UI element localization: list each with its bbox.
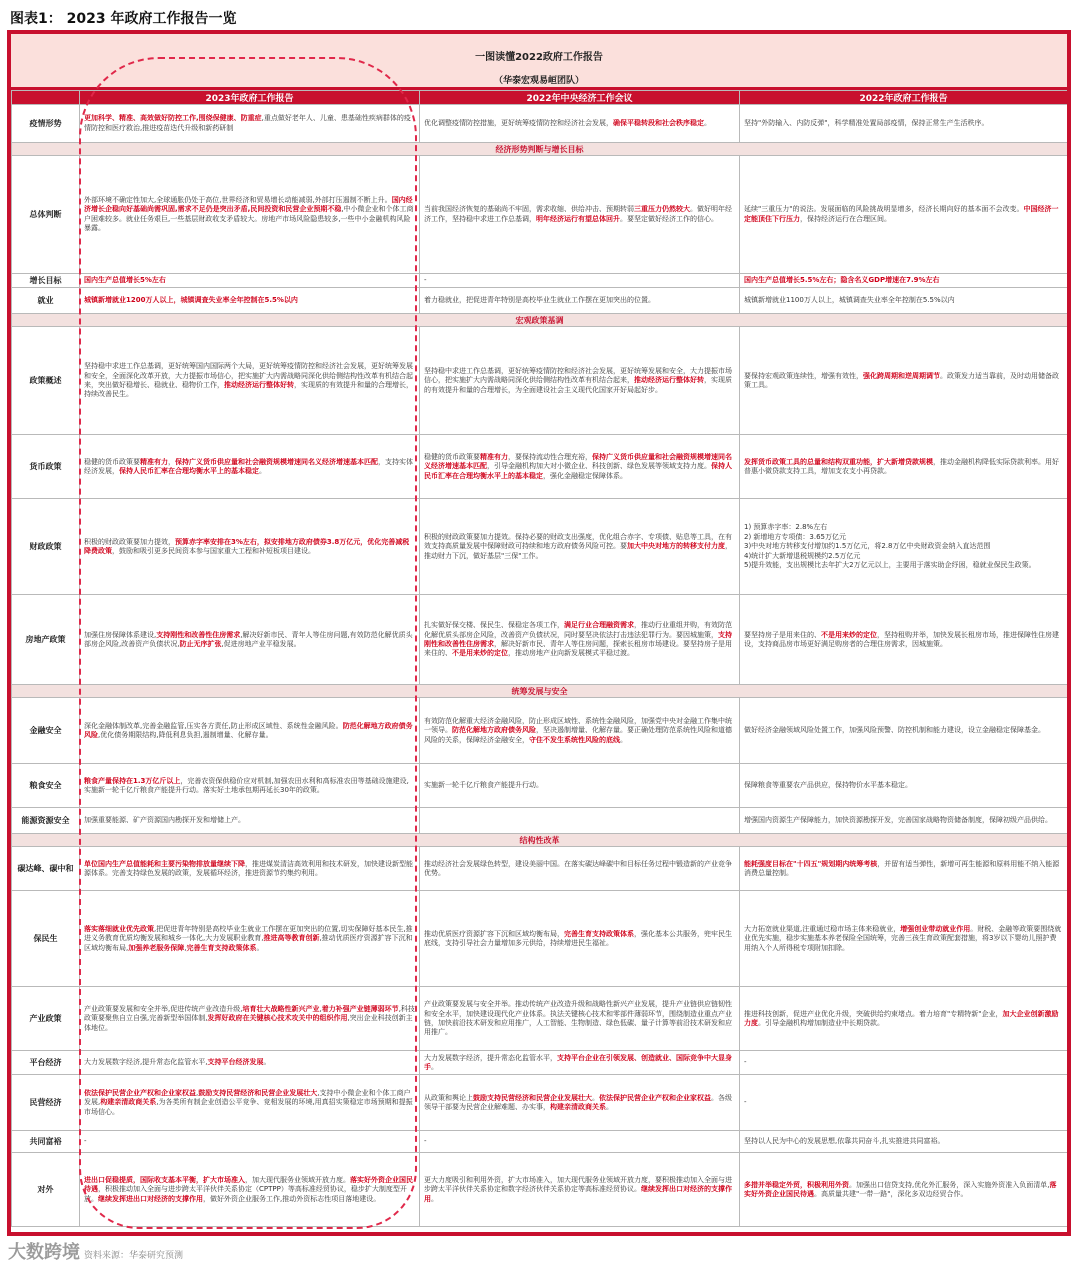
cell-c1: 外部环境不确定性加大,全球通胀仍处于高位,世界经济和贸易增长动能减弱,外部打压遏制不断上升。国内经济增长企稳向好基础尚需巩固,需求不足仍是突出矛盾,民间投资和民营企业预期不稳,中小微企业和个体工商户困难较多。就业任务艰巨,一些基层财政收支矛盾较大。房地产市场风险隐患较多,一些中小金融机构风险暴露。 — [80, 156, 420, 274]
cell-c1: 单位国内生产总值能耗和主要污染物排放量继续下降，推进煤炭清洁高效利用和技术研发，加快建设新型能源体系。完善支持绿色发展的政策，发展循环经济，推进资源节约集约利用。 — [80, 847, 420, 891]
banner-team: （华泰宏观易峘团队） — [493, 76, 584, 86]
cell-c3: 大力拓宽就业渠道,注重通过稳市场主体来稳就业，增强创业带动就业作用。财税、金融等政策要围绕就业优先实施，稳步实施基本养老保险全国统筹，完善三孩生育政策配套措施，将3岁以下婴幼儿照护费用纳入个人所得税专项附加扣除。 — [740, 891, 1068, 987]
row-label: 碳达峰、碳中和 — [12, 847, 80, 891]
cell-c3: - — [740, 1051, 1068, 1075]
table-body — [12, 105, 1068, 1227]
row-label: 货币政策 — [12, 435, 80, 499]
cell-c3: 国内生产总值增长5.5%左右；隐含名义GDP增速在7.9%左右 — [740, 274, 1068, 288]
cell-c2: 推动经济社会发展绿色转型，建设美丽中国。在落实碳达峰碳中和目标任务过程中锻造新的产业竞争优势。 — [420, 847, 740, 891]
cell-c1: 粮食产量保持在1.3万亿斤以上，完善农资保供稳价应对机制,加强农田水利和高标准农田等基础设施建设,实施新一轮千亿斤粮食产能提升行动。落实好土地承包期再延长30年的政策。 — [80, 764, 420, 808]
row-label: 总体判断 — [12, 156, 80, 274]
cell-c3: 推进科技创新，促进产业优化升级，突破供给约束堵点。着力培育"专精特新"企业，加大企业创新激励力度。引导金融机构增加制造业中长期贷款。 — [740, 987, 1068, 1051]
cell-c3: 增强国内资源生产保障能力，加快资源勘探开发，完善国家战略物资储备制度，保障初级产品供给。 — [740, 808, 1068, 834]
table-row — [12, 891, 1068, 987]
header-2022-report: 2022年政府工作报告 — [740, 91, 1068, 105]
banner — [11, 34, 1067, 90]
table-row — [12, 105, 1068, 143]
cell-c3: 多措并举稳定外贸，积极利用外资。加强出口信贷支持,优化外汇服务，深入实施外资准入负面清单,落实好外资企业国民待遇。高质量共建"一带一路"，深化多双边经贸合作。 — [740, 1153, 1068, 1227]
row-label: 疫情形势 — [12, 105, 80, 143]
cell-c1: 积极的财政政策要加力提效，预算赤字率安排在3%左右，拟安排地方政府债券3.8万亿元，优化完善减税降费政策，鼓励和吸引更多民间资本参与国家重大工程和补短板项目建设。 — [80, 499, 420, 595]
table-row — [12, 288, 1068, 314]
table-row — [12, 987, 1068, 1051]
cell-c2: 着力稳就业，把促进青年特别是高校毕业生就业工作摆在更加突出的位置。 — [420, 288, 740, 314]
report-frame — [7, 30, 1071, 1236]
row-label: 金融安全 — [12, 698, 80, 764]
table-row — [12, 847, 1068, 891]
cell-c2: 从政策和舆论上鼓励支持民营经济和民营企业发展壮大。依法保护民营企业产权和企业家权益。各级领导干部要为民营企业解难题、办实事，构建亲清政商关系。 — [420, 1075, 740, 1131]
row-label: 产业政策 — [12, 987, 80, 1051]
row-label: 就业 — [12, 288, 80, 314]
cell-c1: 进出口促稳提质，国际收支基本平衡，扩大市场准入，加大现代服务业领域开放力度。落实好外资企业国民待遇，积极推动加入全面与进步跨太平洋伙伴关系协定（CPTPP）等高标准经贸协议，稳步扩大制度型开放。继续发挥进出口对经济的支撑作用，做好外资企业服务工作,推动外资标志性项目落地建设。 — [80, 1153, 420, 1227]
watermark-source: 资料来源：华泰研究预测 — [84, 1251, 184, 1261]
watermark-brand: 大数跨境 — [8, 1242, 80, 1263]
section-row — [12, 685, 1068, 698]
section-title: 结构性改革 — [12, 834, 1068, 847]
figure-title: 图表1： 2023 年政府工作报告一览 — [10, 11, 237, 27]
row-label: 能源资源安全 — [12, 808, 80, 834]
table-row — [12, 808, 1068, 834]
table-row — [12, 327, 1068, 435]
cell-c1: 依法保护民营企业产权和企业家权益,鼓励支持民营经济和民营企业发展壮大,支持中小微企业和个体工商户发展,构建亲清政商关系,为各类所有制企业创造公平竞争、竞相发展的环境,用真招实策稳定市场预期和提振市场信心。 — [80, 1075, 420, 1131]
cell-c3: 保障粮食等重要农产品供应，保持物价水平基本稳定。 — [740, 764, 1068, 808]
table-row — [12, 156, 1068, 274]
table-row — [12, 1075, 1068, 1131]
cell-c3: 延续"三重压力"的说法。发展面临的风险挑战明显增多，经济长期向好的基本面不会改变。中国经济一定能顶住下行压力，保持经济运行在合理区间。 — [740, 156, 1068, 274]
table-row — [12, 698, 1068, 764]
cell-c3: 城镇新增就业1100万人以上，城镇调查失业率全年控制在5.5%以内 — [740, 288, 1068, 314]
row-label: 粮食安全 — [12, 764, 80, 808]
cell-c2: 更大力度吸引和利用外资，扩大市场准入，加大现代服务业领域开放力度，要积极推动加入全面与进步跨太平洋伙伴关系协定和数字经济伙伴关系协定等高标准经贸协议。继续发挥出口对经济的支撑作用。 — [420, 1153, 740, 1227]
row-label: 共同富裕 — [12, 1131, 80, 1153]
cell-c2: 稳健的货币政策要精准有力，要保持流动性合理充裕，保持广义货币供应量和社会融资规模增速同名义经济增速基本匹配，引导金融机构加大对小微企业、科技创新、绿色发展等领域支持力度。保持人民币汇率在合理均衡水平上的基本稳定，强化金融稳定保障体系。 — [420, 435, 740, 499]
row-label: 对外 — [12, 1153, 80, 1227]
comparison-table — [11, 90, 1068, 1227]
cell-c2 — [420, 808, 740, 834]
cell-c3: 要保持宏观政策连续性，增强有效性，强化跨周期和逆周期调节。政策发力适当靠前，及时动用储备政策工具。 — [740, 327, 1068, 435]
cell-c2: 当前我国经济恢复的基础尚不牢固，需求收缩、供给冲击、预期转弱三重压力仍然较大。做好明年经济工作，坚持稳中求进工作总基调，明年经济运行有望总体回升。要坚定做好经济工作的信心。 — [420, 156, 740, 274]
cell-c3: 坚持以人民为中心的发展思想,依靠共同奋斗,扎实推进共同富裕。 — [740, 1131, 1068, 1153]
watermark — [8, 1238, 183, 1264]
cell-c3: 要坚持房子是用来住的、不是用来炒的定位，坚持租购并举，加快发展长租房市场，推进保障性住房建设，支持商品房市场更好满足购房者的合理住房需求，因城施策。 — [740, 595, 1068, 685]
row-label: 民营经济 — [12, 1075, 80, 1131]
cell-c2: 实施新一轮千亿斤粮食产能提升行动。 — [420, 764, 740, 808]
cell-c1: 城镇新增就业1200万人以上，城镇调查失业率全年控制在5.5%以内 — [80, 288, 420, 314]
section-row — [12, 143, 1068, 156]
section-title: 统筹发展与安全 — [12, 685, 1068, 698]
table-row — [12, 1051, 1068, 1075]
section-row — [12, 834, 1068, 847]
row-label: 房地产政策 — [12, 595, 80, 685]
cell-c2: 有效防范化解重大经济金融风险，防止形成区域性、系统性金融风险，加强党中央对金融工作集中统一领导。防范化解地方政府债务风险，坚决遏制增量、化解存量。要正确处理防范系统性风险和道德风险的关系，保障经济金融安全，守住不发生系统性风险的底线。 — [420, 698, 740, 764]
cell-c1: - — [80, 1131, 420, 1153]
cell-c1: 大力发展数字经济,提升常态化监管水平,支持平台经济发展。 — [80, 1051, 420, 1075]
cell-c1: 深化金融体制改革,完善金融监管,压实各方责任,防止形成区域性、系统性金融风险。防范化解地方政府债务风险,优化债务期限结构,降低利息负担,遏制增量、化解存量。 — [80, 698, 420, 764]
section-title: 宏观政策基调 — [12, 314, 1068, 327]
row-label: 保民生 — [12, 891, 80, 987]
section-title: 经济形势判断与增长目标 — [12, 143, 1068, 156]
cell-c2: 大力发展数字经济，提升常态化监管水平，支持平台企业在引领发展、创造就业、国际竞争中大显身手。 — [420, 1051, 740, 1075]
banner-title: 一图读懂2022政府工作报告 — [475, 52, 603, 63]
cell-c2: - — [420, 1131, 740, 1153]
section-row — [12, 314, 1068, 327]
row-label: 政策概述 — [12, 327, 80, 435]
cell-c2: 推动优质医疗资源扩容下沉和区域均衡布局，完善生育支持政策体系，强化基本公共服务，兜牢民生底线，支持引导社会力量增加多元供给，持续增进民生福祉。 — [420, 891, 740, 987]
table-row — [12, 435, 1068, 499]
cell-c3: 发挥货币政策工具的总量和结构双重功能，扩大新增贷款规模，推动金融机构降低实际贷款利率。用好普惠小微贷款支持工具，增加支农支小再贷款。 — [740, 435, 1068, 499]
cell-c2: 坚持稳中求进工作总基调，更好统筹疫情防控和经济社会发展，更好统筹发展和安全，大力提振市场信心，把实施扩大内需战略同深化供给侧结构性改革有机结合起来，推动经济运行整体好转，实现质的有效提升和量的合理增长，为全面建设社会主义现代化国家开好局起好步。 — [420, 327, 740, 435]
cell-c3: 坚持"外防输入、内防反弹"，科学精准处置局部疫情，保持正常生产生活秩序。 — [740, 105, 1068, 143]
cell-c2: - — [420, 274, 740, 288]
header-2023-report: 2023年政府工作报告 — [80, 91, 420, 105]
header-blank — [12, 91, 80, 105]
table-row — [12, 274, 1068, 288]
cell-c3: 能耗强度目标在"十四五"规划期内统筹考核，并留有适当弹性，新增可再生能源和原料用能不纳入能源消费总量控制。 — [740, 847, 1068, 891]
cell-c1: 落实落细就业优先政策,把促进青年特别是高校毕业生就业工作摆在更加突出的位置,切实保障好基本民生,推进义务教育优质均衡发展和城乡一体化,大力发展职业教育,推进高等教育创新,推动优质医疗资源扩容下沉和区域均衡布局,加强养老服务保障,完善生育支持政策体系。 — [80, 891, 420, 987]
cell-c2: 积极的财政政策要加力提效。保持必要的财政支出强度，优化组合赤字、专项债、贴息等工具，在有效支持高质量发展中保障财政可持续和地方政府债务风险可控。要加大中央对地方的转移支付力度，推动财力下沉，做好基层"三保"工作。 — [420, 499, 740, 595]
cell-c1: 产业政策要发展和安全并举,促进传统产业改造升级,培育壮大战略性新兴产业,着力补强产业链薄弱环节,科技政策要聚焦自立自强,完善新型举国体制,发挥好政府在关键核心技术攻关中的组织作用,突出企业科技创新主体地位。 — [80, 987, 420, 1051]
table-row — [12, 595, 1068, 685]
cell-c1: 国内生产总值增长5%左右 — [80, 274, 420, 288]
header-2022-cewc: 2022年中央经济工作会议 — [420, 91, 740, 105]
table-row — [12, 499, 1068, 595]
row-label: 增长目标 — [12, 274, 80, 288]
cell-c2: 优化调整疫情防控措施，更好统筹疫情防控和经济社会发展，确保平稳转段和社会秩序稳定。 — [420, 105, 740, 143]
cell-c3: - — [740, 1075, 1068, 1131]
cell-c2: 扎实做好保交楼、保民生、保稳定各项工作，满足行业合理融资需求，推动行业重组并购，有效防范化解优质头部房企风险，改善资产负债状况，同时要坚决依法打击违法犯罪行为。要因城施策，支持刚性和改善性住房需求，解决好新市民、青年人等住房问题，探索长租房市场建设。要坚持房子是用来住的、不是用来炒的定位，推动房地产业向新发展模式平稳过渡。 — [420, 595, 740, 685]
cell-c3: 1) 预算赤字率：2.8%左右 2) 新增地方专项债：3.65万亿元 3)中央对地方转移支付增加约1.5万亿元，将2.8万亿中央财政资金纳入直达范围 4)统计扩大新增退税规模约2.5万亿元 5)提升效能，支出规模比去年扩大2万亿元以上，主要用于落实助企纾困，稳就业保民生政策。 — [740, 499, 1068, 595]
table-row — [12, 1153, 1068, 1227]
row-label: 财政政策 — [12, 499, 80, 595]
row-label: 平台经济 — [12, 1051, 80, 1075]
cell-c1: 坚持稳中求进工作总基调，更好统筹国内国际两个大局，更好统筹疫情防控和经济社会发展，更好统筹发展和安全，全面深化改革开放，大力提振市场信心，把实施扩大内需战略同深化供给侧结构性改革有机结合起来，突出做好稳增长、稳就业、稳物价工作，推动经济运行整体好转，实现质的有效提升和量的合理增长，持续改善民生。 — [80, 327, 420, 435]
table-row — [12, 764, 1068, 808]
table-row — [12, 1131, 1068, 1153]
cell-c3: 做好经济金融领域风险处置工作，加强风险预警、防控机制和能力建设，设立金融稳定保障基金。 — [740, 698, 1068, 764]
cell-c1: 稳健的货币政策要精准有力，保持广义货币供应量和社会融资规模增速同名义经济增速基本匹配，支持实体经济发展，保持人民币汇率在合理均衡水平上的基本稳定。 — [80, 435, 420, 499]
header-row — [12, 91, 1068, 105]
cell-c1: 加强重要能源、矿产资源国内勘探开发和增储上产。 — [80, 808, 420, 834]
cell-c1: 更加科学、精准、高效做好防控工作,围绕保健康、防重症,重点做好老年人、儿童、患基础性疾病群体的疫情防控和医疗救治,推进疫苗迭代升级和新药研制 — [80, 105, 420, 143]
cell-c2: 产业政策要发展与安全并举。推动传统产业改造升级和战略性新兴产业发展，提升产业链供应链韧性和安全水平，加快建设现代化产业体系。执法关键核心技术和零部件薄弱环节，围绕制造业重点产业链，加快前沿技术研发和应用推广，人工智能、生物制造、绿色低碳、量子计算等前沿技术研发和应用推广。 — [420, 987, 740, 1051]
cell-c1: 加强住房保障体系建设,支持刚性和改善性住房需求,解决好新市民、青年人等住房问题,有效防范化解优质头部房企风险,改善资产负债状况,防止无序扩张,促进房地产业平稳发展。 — [80, 595, 420, 685]
